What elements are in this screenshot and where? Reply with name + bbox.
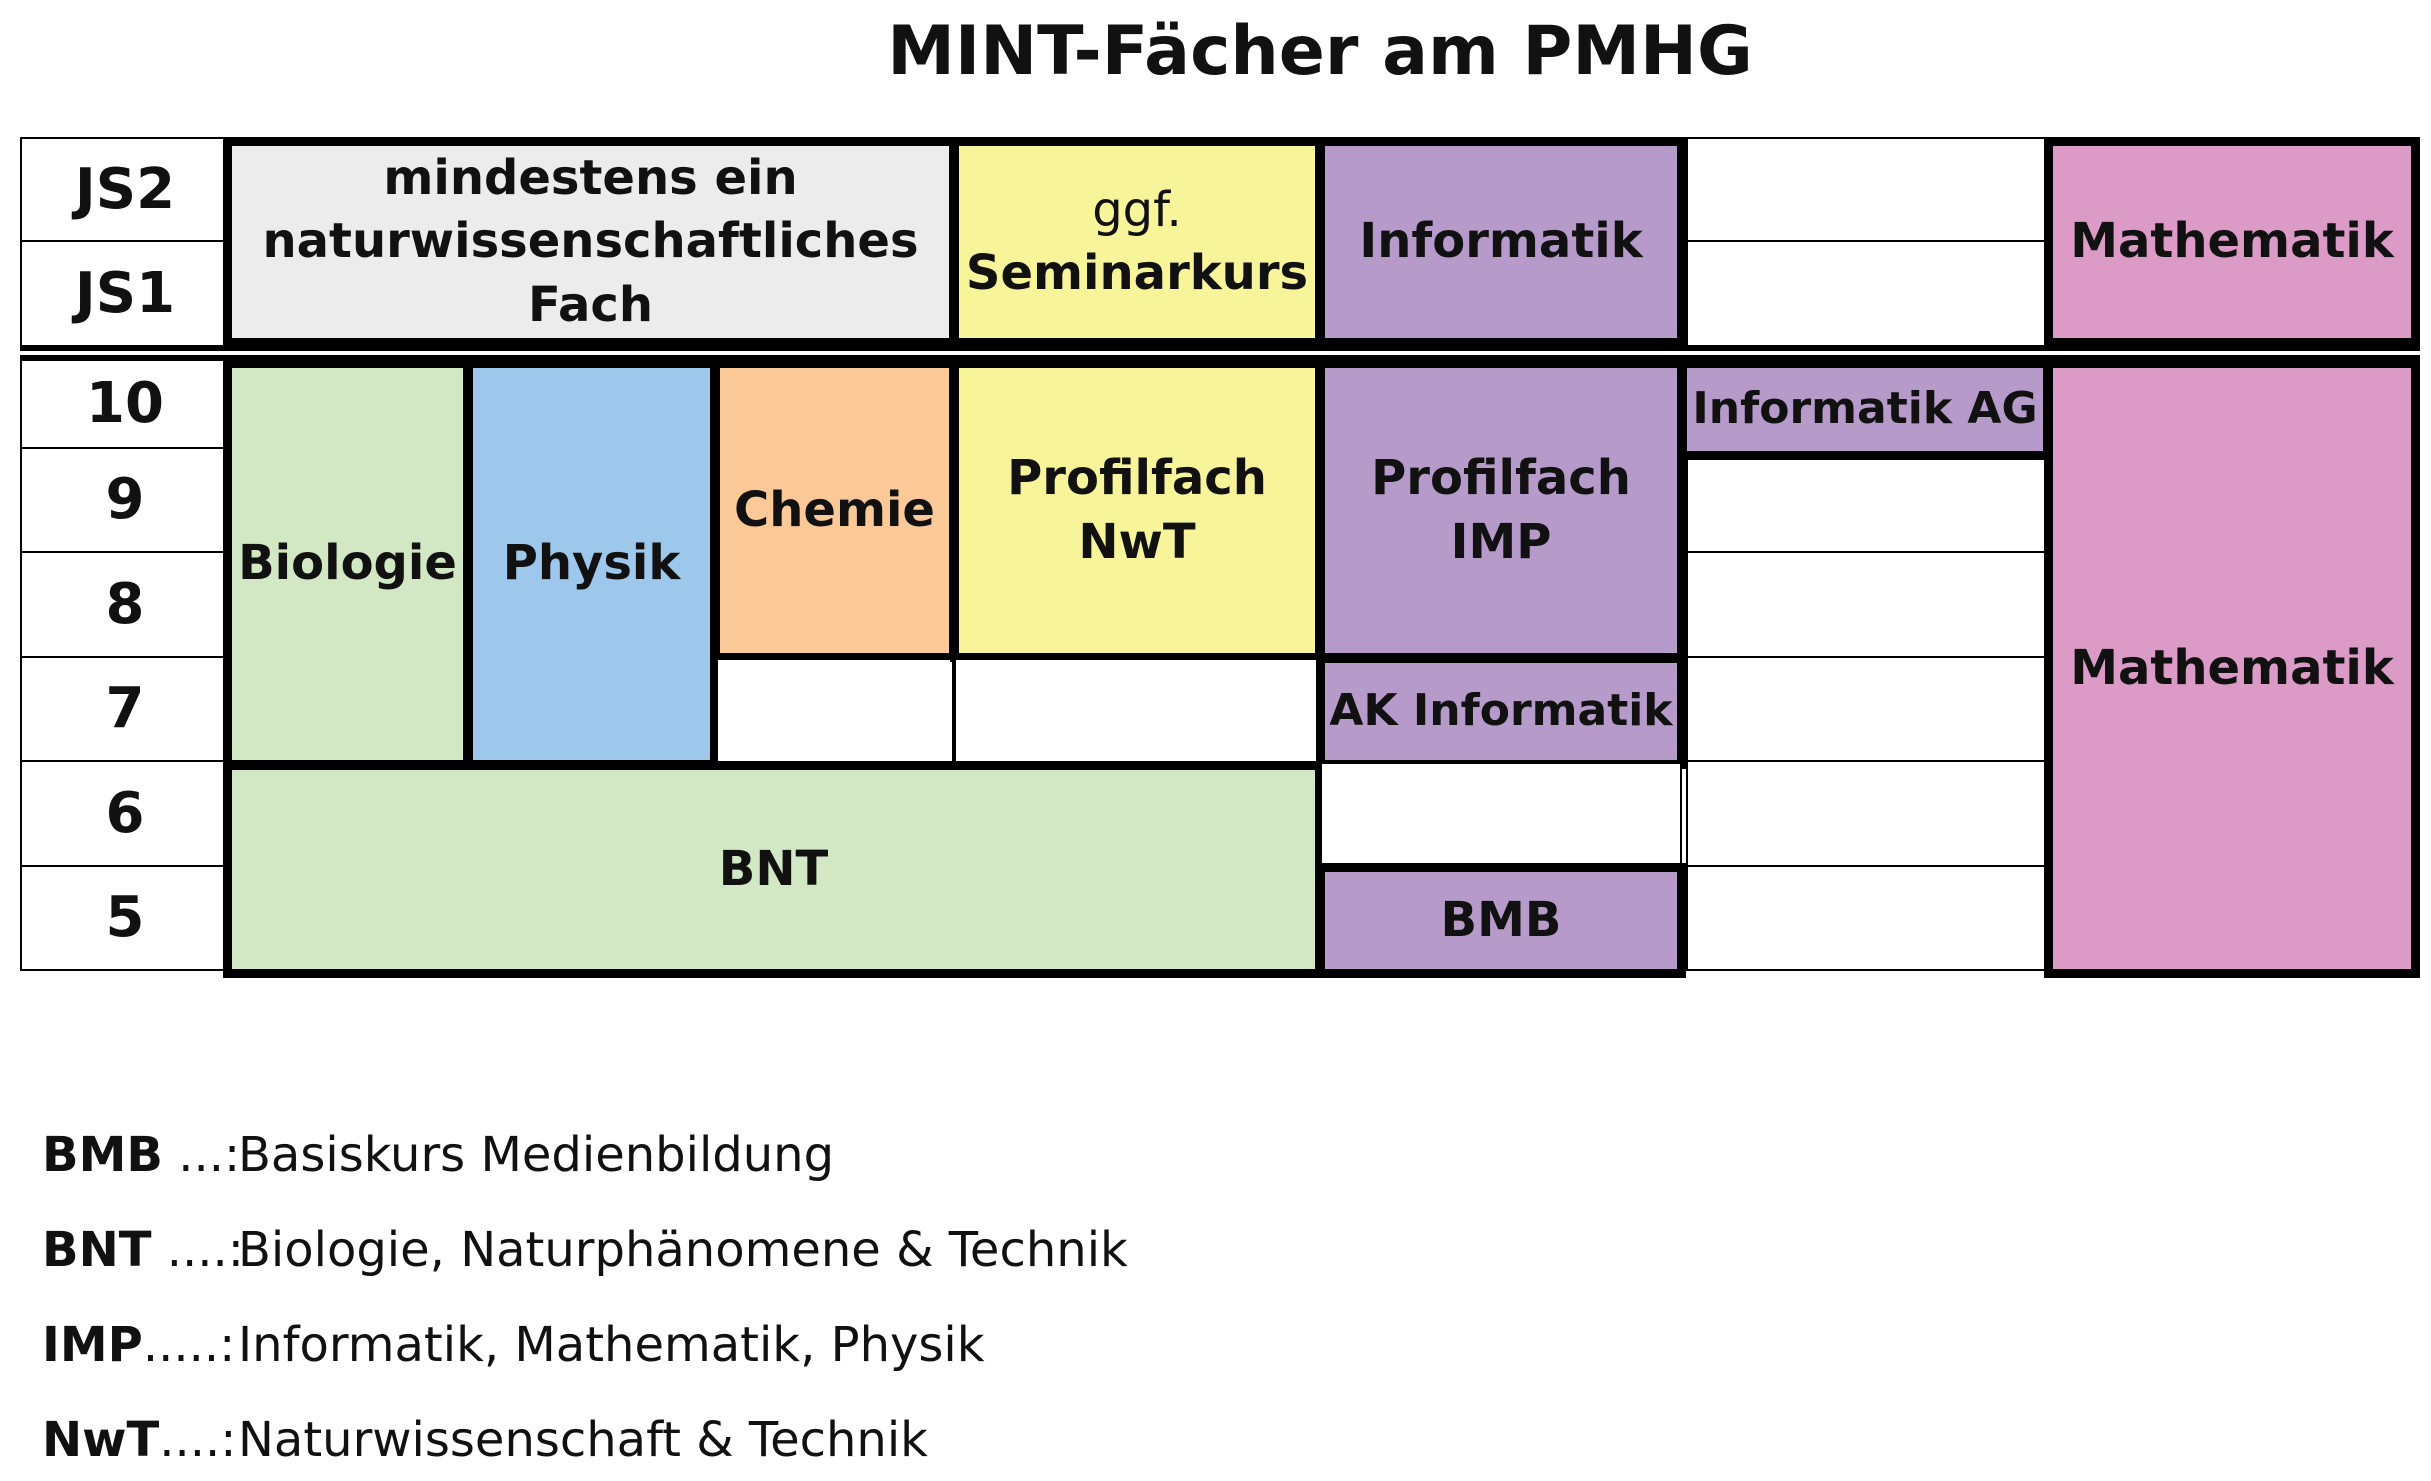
block-profilfach-imp-line1: Profilfach <box>1371 450 1631 507</box>
grade-label-6: 6 <box>20 760 230 867</box>
block-chemie <box>711 359 958 662</box>
block-bmb-label: BMB <box>1440 891 1562 948</box>
block-profilfach-nwt-line2: NwT <box>1078 513 1196 570</box>
block-naturwissenschaftliches-fach <box>223 137 958 347</box>
block-informatik-ag <box>1678 359 2052 460</box>
grade-label-9: 9 <box>20 447 230 553</box>
block-ak-informatik <box>1316 654 1686 769</box>
block-mathematik-js <box>2044 137 2420 347</box>
block-mathematik-label: Mathematik <box>2070 639 2394 696</box>
block-seminarkurs-line2: Seminarkurs <box>965 245 1309 301</box>
block-profilfach-imp-line2: IMP <box>1450 513 1552 570</box>
page-title: MINT-Fächer am PMHG <box>887 12 1753 91</box>
block-physik-label: Physik <box>502 535 681 592</box>
block-mathematik <box>2044 359 2420 978</box>
block-bnt-label: BNT <box>718 840 829 897</box>
legend-item-imp <box>42 1317 985 1373</box>
legend-abbr: IMP <box>42 1317 143 1373</box>
grade-label-10: 10 <box>20 359 230 449</box>
legend-abbr: BMB <box>42 1127 163 1183</box>
empty-cell-6 <box>1686 760 2048 867</box>
empty-cell-8 <box>1686 551 2048 658</box>
legend-dots: ....: <box>151 1222 244 1278</box>
legend-abbr: NwT <box>42 1412 160 1468</box>
legend-dots: ...: <box>162 1127 241 1183</box>
legend-text: Basiskurs Medienbildung <box>238 1127 835 1183</box>
legend-text: Informatik, Mathematik, Physik <box>238 1317 985 1373</box>
grade-label-5: 5 <box>20 865 230 971</box>
block-profilfach-nwt-line1: Profilfach <box>1007 450 1267 507</box>
grade-label-8: 8 <box>20 551 230 658</box>
block-profilfach-nwt <box>950 359 1324 662</box>
grade-label-7: 7 <box>20 656 230 762</box>
block-naturwissenschaftliches-fach-line2: naturwissenschaftliches Fach <box>262 213 919 333</box>
block-seminarkurs-line1: ggf. <box>1092 181 1182 238</box>
legend-item-bnt <box>42 1222 1128 1278</box>
block-informatik-js <box>1316 137 1686 347</box>
block-informatik-ag-label: Informatik AG <box>1692 383 2038 435</box>
block-biologie-label: Biologie <box>238 535 457 592</box>
block-ak-informatik-label: AK Informatik <box>1329 685 1673 737</box>
legend-dots: .....: <box>142 1317 236 1373</box>
legend-dots: ....: <box>159 1412 237 1468</box>
legend-text: Biologie, Naturphänomene & Technik <box>238 1222 1128 1278</box>
block-informatik-js-label: Informatik <box>1359 213 1643 270</box>
empty-cell-7 <box>1686 656 2048 762</box>
empty-cell-chemie-7 <box>716 658 954 764</box>
legend-item-nwt <box>42 1412 928 1468</box>
empty-cell-imp-6 <box>1320 762 1682 867</box>
block-bmb <box>1316 863 1686 978</box>
grade-label-js1: JS1 <box>20 240 230 347</box>
legend-item-bmb <box>42 1127 834 1183</box>
empty-cell-js2 <box>1686 137 2048 242</box>
block-mathematik-js-label: Mathematik <box>2070 213 2394 270</box>
block-chemie-label: Chemie <box>734 481 935 538</box>
block-naturwissenschaftliches-fach-line1: mindestens ein <box>383 149 798 206</box>
legend-text: Naturwissenschaft & Technik <box>238 1412 928 1468</box>
grade-label-js2: JS2 <box>20 137 230 242</box>
block-physik <box>464 359 719 769</box>
empty-cell-5 <box>1686 865 2048 971</box>
block-profilfach-imp <box>1316 359 1686 662</box>
empty-cell-nwt-7 <box>954 658 1320 764</box>
block-biologie <box>223 359 472 769</box>
block-seminarkurs <box>950 137 1324 347</box>
legend-abbr: BNT <box>42 1222 152 1278</box>
empty-cell-js1 <box>1686 240 2048 347</box>
block-bnt <box>223 761 1324 978</box>
empty-cell-9 <box>1686 452 2048 553</box>
